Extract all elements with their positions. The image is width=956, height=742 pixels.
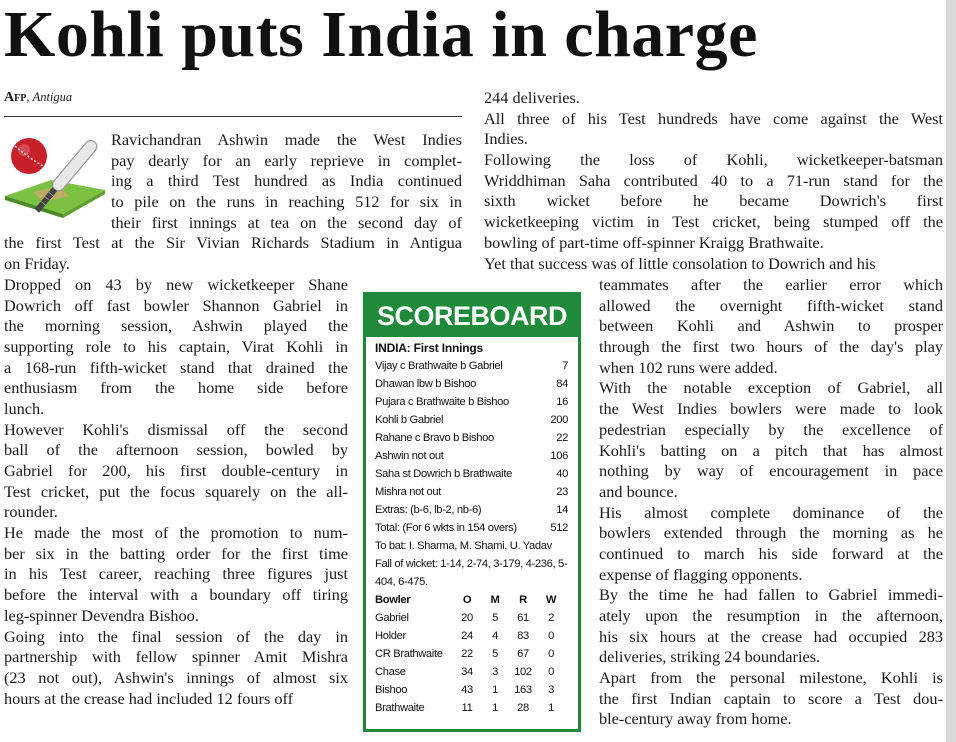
bowler-name: Gabriel [375,612,409,624]
scoreboard-to-bat: To bat: I. Sharma, M. Shami, U. Yadav [375,540,552,552]
bowler-maidens: 1 [492,684,498,696]
batsman-name: Ashwin not out [375,450,444,462]
text-line: when 102 runs were added. [599,357,778,377]
bowling-row [375,627,568,645]
text-line: teammates after the earlier error which [599,275,943,294]
text-line: All three of his Test hundreds have come against the West [484,108,943,128]
bowler-maidens: 4 [492,630,498,642]
text-line: pedestrian especially by the excellence of [599,419,943,439]
bowling-header [375,591,568,609]
bowler-overs: 22 [461,648,473,660]
text-line: ble-century away from home. [599,709,792,729]
batsman-runs: 40 [556,468,568,480]
text-line: Gabriel for 200, his first double-century in [4,461,348,480]
text-line: their first innings at tea on the second day of [111,212,462,232]
bowling-header-runs: R [519,594,527,606]
text-line: and bounce. [599,481,678,501]
bowler-wickets: 3 [548,684,554,696]
bowler-runs: 163 [514,684,532,696]
batting-row [375,411,568,429]
text-line: Kohli's batting on a pitch that has almost [599,440,943,460]
bowler-runs: 67 [517,648,529,660]
scoreboard-fall-of-wicket: Fall of wicket: 1-14, 2-74, 3-179, 4-236, 5-404, 6-475. [375,558,568,588]
text-line: sixth wicket before he became Dowrich's first [484,191,943,211]
text-line: ing a third Test hundred as India continued [111,171,462,191]
text-line: lunch. [4,398,45,418]
batting-row [375,501,568,519]
bowler-wickets: 0 [548,648,554,660]
bowler-maidens: 1 [492,702,498,714]
text-line: By the time he had fallen to Gabriel immedi- [599,585,943,605]
text-line: his six hours at the crease had occupied 283 [599,626,943,646]
text-line: between Kohli and Ashwin to prosper [599,316,943,336]
text-line: the first Indian captain to score a Test dou- [599,688,943,708]
text-line: to pile on the runs in reaching 512 for six in [111,192,462,212]
text-line: 244 deliveries. [484,88,580,107]
bowler-overs: 43 [461,684,473,696]
text-line: However Kohli's dismissal off the second [4,419,348,439]
text-line: pay dearly for an early reprieve in complet- [111,150,462,170]
text-line: Indies. [484,129,528,149]
text-line: through the first two hours of the day's play [599,337,943,357]
bowler-maidens: 5 [492,648,498,660]
batsman-name: Dhawan lbw b Bishoo [375,378,476,390]
cricket-ball-and-bat-icon [3,128,107,228]
scoreboard-box [363,292,581,732]
headline: Kohli puts India in charge [4,0,758,71]
bowling-header-wickets: W [545,594,557,606]
batsman-runs: 22 [556,432,568,444]
text-line: wicketkeeping victim in Test cricket, being stumped off the [484,212,943,232]
batsman-name: Total: (For 6 wkts in 154 overs) [375,522,517,534]
text-line: ber six in the batting order for the first time [4,543,348,563]
text-line: nothing by way of encouragement in pace [599,461,943,481]
text-line: before the interval with a boundary off tiring [4,585,348,605]
text-line: With the notable exception of Gabriel, all [599,378,943,398]
batting-row [375,483,568,501]
bowler-wickets: 0 [548,630,554,642]
text-line: ately upon the resumption in the afternoon, [599,606,943,625]
bowler-wickets: 0 [548,666,554,678]
bowler-name: Chase [375,666,406,678]
text-line: partnership with fellow spinner Amit Mishra [4,647,348,667]
batsman-name: Kohli b Gabriel [375,414,444,426]
batting-row [375,429,568,447]
text-line: ball of the afternoon session, bowled by [4,440,348,460]
bowler-name: Holder [375,630,406,642]
batsman-runs: 14 [556,504,568,516]
batsman-runs: 84 [556,378,568,390]
text-line: expense of flagging opponents. [599,564,803,584]
bowling-row [375,699,568,717]
bowler-maidens: 5 [492,612,498,624]
bowler-runs: 28 [517,702,529,714]
text-line: He made the most of the promotion to num- [4,523,348,543]
text-line: Following the loss of Kohli, wicketkeeper-batsman [484,150,943,170]
text-line: (23 not out), Ashwin's innings of almost six [4,667,348,687]
batsman-name: Extras: (b-6, lb-2, nb-6) [375,504,482,516]
batsman-name: Pujara c Brathwaite b Bishoo [375,396,509,408]
text-line: Going into the final session of the day in [4,626,348,646]
batting-row [375,447,568,465]
text-line: bowling of part-time off-spinner Kraigg Brathwaite. [484,232,824,252]
text-line: in his Test career, reaching three figures just [4,564,348,584]
bowler-overs: 11 [461,702,473,714]
bowler-overs: 20 [461,612,473,624]
bowler-runs: 102 [514,666,532,678]
bowling-row [375,645,568,663]
text-line: hours at the crease had included 12 fours off [4,688,294,708]
byline-divider [4,116,462,117]
batting-row [375,393,568,411]
bowler-runs: 83 [517,630,529,642]
text-line: allowed the overnight fifth-wicket stand [599,295,943,315]
bowler-wickets: 2 [548,612,554,624]
text-line: His almost complete dominance of the [599,502,943,522]
text-line: on Friday. [4,254,70,274]
bowling-row [375,681,568,699]
batsman-runs: 23 [556,486,568,498]
bowling-header-name: Bowler [375,594,411,606]
batting-row [375,375,568,393]
batting-row [375,357,568,375]
text-line: continued to march his side forward at the [599,543,943,563]
byline-location: Antigua [32,90,73,104]
batting-row [375,465,568,483]
text-line: Dropped on 43 by new wicketkeeper Shane [4,274,348,294]
scoreboard-title: SCOREBOARD [366,295,578,337]
batsman-name: Saha st Dowrich b Brathwaite [375,468,512,480]
bowler-name: Bishoo [375,684,408,696]
text-line: rounder. [4,502,58,522]
text-line: Apart from the personal milestone, Kohli is [599,668,943,688]
text-line: Wriddhiman Saha contributed 40 to a 71-run stand for the [484,170,943,190]
text-line: a 168-run fifth-wicket stand that drained the [4,357,348,377]
text-line: deliveries, striking 24 boundaries. [599,647,821,667]
byline-source: Afp [4,90,27,105]
batsman-name: Mishra not out [375,486,441,498]
batsman-runs: 200 [550,414,568,426]
batting-list [375,357,568,537]
bowler-wickets: 1 [548,702,554,714]
bowler-overs: 24 [461,630,473,642]
text-line: Yet that success was of little consolation to Dowrich and his [484,253,876,273]
article-column-2 [484,88,943,274]
text-line: enthusiasm from the home side before [4,378,348,398]
article-column-3 [599,275,943,730]
bowler-maidens: 3 [492,666,498,678]
bowler-name: Brathwaite [375,702,425,714]
bowler-runs: 61 [517,612,529,624]
batsman-name: Rahane c Bravo b Bishoo [375,432,494,444]
batting-row [375,519,568,537]
bowling-header-maidens: M [490,594,500,606]
batsman-runs: 106 [550,450,568,462]
batsman-name: Vijay c Brathwaite b Gabriel [375,360,503,372]
byline: Afp, Antigua [4,90,73,105]
text-line: bowlers extended through the morning as he [599,523,943,543]
bowler-name: CR Brathwaite [375,648,443,660]
batsman-runs: 512 [550,522,568,534]
text-line: the West Indies bowlers were made to look [599,399,943,419]
page-edge-strip [946,0,956,742]
text-line: leg-spinner Devendra Bishoo. [4,605,199,625]
bowling-row [375,609,568,627]
bowling-header-overs: O [462,594,472,606]
text-line: the first Test at the Sir Vivian Richards Stadium in Antigua [4,233,462,253]
text-line: Dowrich off fast bowler Shannon Gabriel in [4,295,348,315]
bowling-list [375,609,568,717]
text-line: the morning session, Ashwin played the [4,316,348,336]
text-line: Ravichandran Ashwin made the West Indies [111,130,462,149]
scoreboard-innings: INDIA: First Innings [375,341,483,355]
bowler-overs: 34 [461,666,473,678]
text-line: Test cricket, put the focus squarely on the all- [4,481,348,501]
bowling-row [375,663,568,681]
batsman-runs: 16 [556,396,568,408]
text-line: supporting role to his captain, Virat Kohli in [4,336,348,356]
batsman-runs: 7 [562,360,568,372]
